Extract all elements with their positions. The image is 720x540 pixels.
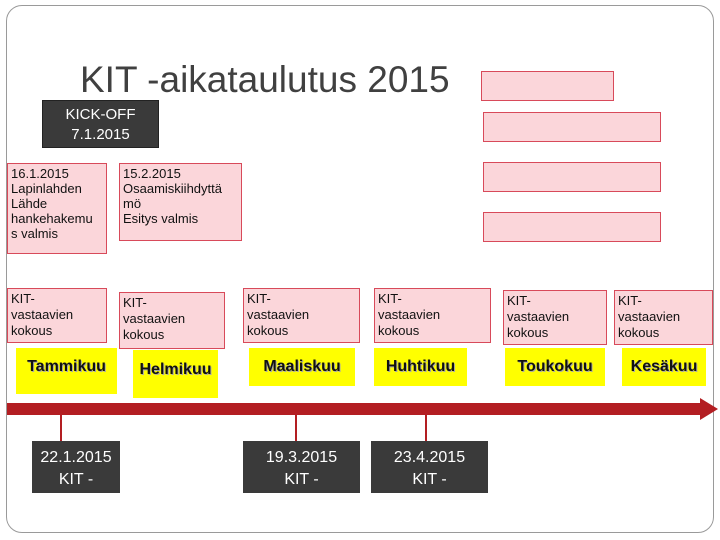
month-label: Tammikuu bbox=[16, 348, 117, 394]
placeholder-box-4 bbox=[483, 212, 661, 242]
placeholder-box-3 bbox=[483, 162, 661, 192]
milestone-osaamiskiihdyttamo: 15.2.2015 Osaamiskiihdyttä mö Esitys valmis bbox=[119, 163, 242, 241]
meeting-box-1: KIT- vastaavien kokous bbox=[7, 288, 107, 343]
page-title: KIT -aikataulutus 2015 bbox=[80, 59, 450, 100]
month-label: Maaliskuu bbox=[249, 348, 355, 386]
kickoff-box: KICK-OFF 7.1.2015 bbox=[42, 100, 159, 148]
meeting-box-3: KIT- vastaavien kokous bbox=[243, 288, 360, 343]
meeting-box-2: KIT- vastaavien kokous bbox=[119, 292, 225, 349]
month-label: Kesäkuu bbox=[622, 348, 706, 386]
milestone-lapinlahti: 16.1.2015 Lapinlahden Lähde hankehakemu s valmis bbox=[7, 163, 107, 254]
meeting-date-box-2: 19.3.2015 KIT - bbox=[243, 441, 360, 493]
month-label: Huhtikuu bbox=[374, 348, 467, 386]
meeting-box-5: KIT- vastaavien kokous bbox=[503, 290, 607, 345]
month-label: Helmikuu bbox=[133, 350, 218, 398]
meeting-box-4: KIT- vastaavien kokous bbox=[374, 288, 491, 343]
meeting-date-box-1: 22.1.2015 KIT - bbox=[32, 441, 120, 493]
meeting-box-6: KIT- vastaavien kokous bbox=[614, 290, 713, 345]
placeholder-box-1 bbox=[481, 71, 614, 101]
month-label: Toukokuu bbox=[505, 348, 605, 386]
placeholder-box-2 bbox=[483, 112, 661, 142]
meeting-date-box-3: 23.4.2015 KIT - bbox=[371, 441, 488, 493]
